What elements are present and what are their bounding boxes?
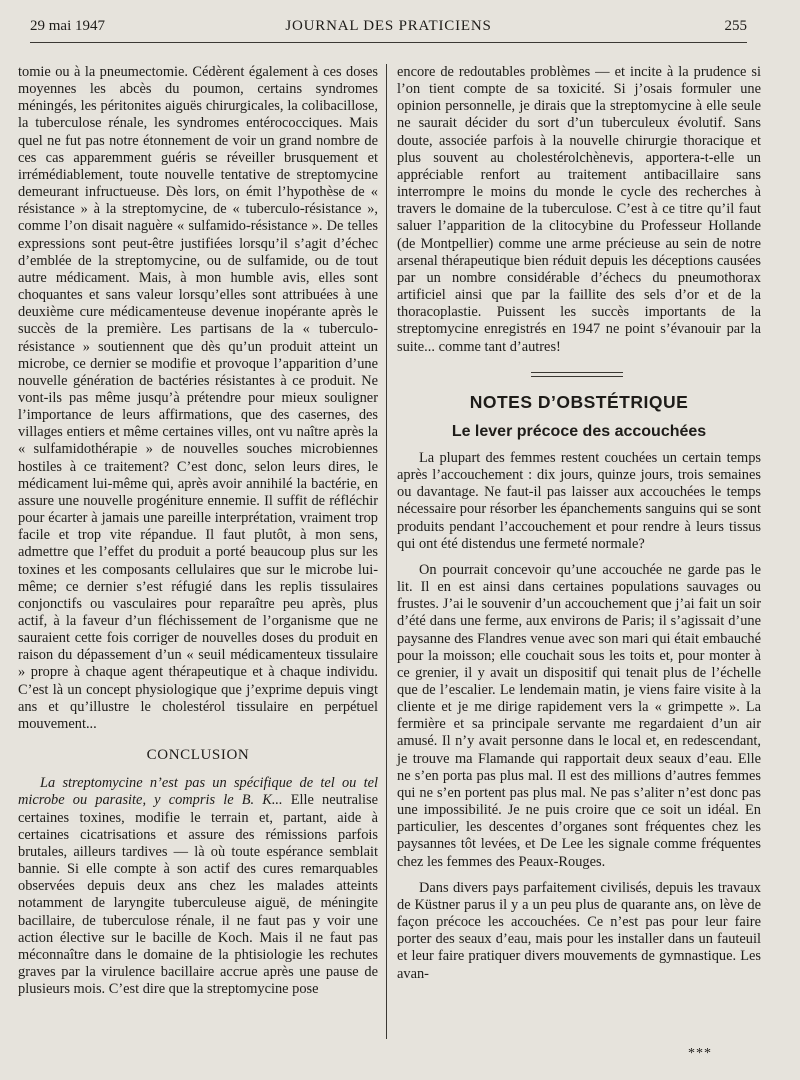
conclusion-lead: La streptomycine n’est pas un spécifique de tel ou tel microbe ou parasite, y compris le B. K... <box>18 775 378 809</box>
conclusion-paragraph <box>18 775 378 998</box>
page-number: 255 <box>724 18 747 34</box>
section-separator <box>397 368 761 384</box>
issue-date: 29 mai 1947 <box>30 18 105 34</box>
separator-rule <box>531 372 623 373</box>
conclusion-body: Elle neutralise certaines toxines, modifie le terrain et, partant, aide à certaines cicatrisations et assure des rémissions parfois brutales, ailleurs tardives — là où toute espérance semblait bannie. Si elle compte à son actif des cures remarquables observées depuis deux ans chez les malades atteints notamment de laryngite tuberculeuse aiguë, de méningite bacillaire, de tuberculose rénale, il ne faut pas y voir une action élective sur le bacille de Koch. Mais il ne faut pas méconnaître dans le domaine de la phtisiologie les rechutes graves par la virulence bacillaire accrue après une pause de plusieurs mois. C’est dire que la streptomycine pose <box>18 792 378 998</box>
section-heading: NOTES D’OBSTÉTRIQUE <box>469 391 689 412</box>
article-paragraph: Dans divers pays parfaitement civilisés, depuis les travaux de Küstner parus il y a un peu plus de quarante ans, on lève de façon précoce les accouchées. Ce n’est pas pour leur faire porter des seaux d’eau, mais pour les installer dans un fauteuil et leur faire pratiquer divers mouvements de gymnastique. Les avan- <box>397 879 761 982</box>
article-paragraph: tomie ou à la pneumectomie. Cédèrent également à ces doses moyennes les abcès du poumon, certains syndromes méningés, les péritonites aiguës chirurgicales, la colibacillose, la tuberculose rénale, les syndromes entérococciques. Mais quel ne fut pas notre étonnement de voir un grand nombre de ces cas apparemment guéris se réveiller brusquement et irrémédiablement, toute nouvelle tentative de streptomycine demeurant infructueuse. Dès lors, on émit l’hypothèse de « résistance » à la streptomycine, de « tuberculo-résistance », comme l’on disait naguère « sulfamido-résistance ». De telles expressions sont peut-être justifiées lorsqu’il s’agit d’échec d’emblée de la streptomycine, ou de sulfamide, ou de tout autre médicament. Mais, à mon humble avis, elles sont choquantes et sans valeur lorsqu’elles sont attribuées à une deuxième cure médicamenteuse devenue inopérante après le succès de la première. Les partisans de la « tuberculo-résistance » soutiennent que dès qu’un produit atteint un microbe, ce dernier se modifie et provoque l’apparition d’une nouvelle génération de bactéries résistantes à ce produit. Ne vont-ils pas même jusqu’à prétendre pour mieux souligner l’importance de leurs affirmations, que des casernes, des villages entiers et même certaines villes, ont vu naître après la « sulfamidothérapie » de nouvelles souches microbiennes hostiles à ce traitement? C’est donc, selon leurs dires, le médicament lui-même qui, après avoir annihilé la bactérie, en assure une nouvelle progéniture ennemie. Il suffit de réfléchir pour écarter à jamais une pareille interprétation, vraiment trop facile et trop vite répandue. Il faut plutôt, à mon sens, admettre que l’effet du produit a porté beaucoup plus sur les toxines et les composants cellulaires que sur le microbe lui-même; ce dernier s’est réfugié dans les replis tissulaires conjonctifs ou vasculaires pour reparaître peu après, plus actif, à la faveur d’un fléchissement de l’organisme que ne sauraient cette fois corriger de nouvelles doses du produit en raison du dépassement d’un « seuil médicamenteux tissulaire » propre à chaque agent thérapeutique et à chaque individu. C’est là un concept physiologique que j’exprime depuis vingt ans et qu’illustre le cholestérol tissulaire en perpétuel mouvement... <box>18 64 378 732</box>
article-paragraph: On pourrait concevoir qu’une accouchée ne garde pas le lit. Il en est ainsi dans certaines populations sauvages ou frustes. J’ai le souvenir d’un accouchement que j’ai fait un soir d’été dans une ferme, aux environs de Paris; il s’agissait d’une paysanne des Flandres venue avec son mari qui était embauché pour la moisson; elle couchait sous les toits et, pour monter à ce grenier, il y avait un dispositif qui tenait plus de l’échelle que de l’escalier. Le lendemain matin, je viens faire visite à la cliente et je me dirige rapidement vers la « grimpette ». La fermière et sa principale servante me regardaient d’un air amusé. Il n’y avait personne dans le local et, en redescendant, je trouve ma Flamande qui rapportait deux seaux d’eau. Elle ne s’en porta pas plus mal. Il est des millions d’autres femmes qui ne s’en portent pas plus mal. Ne pas s’aliter n’est donc pas une impossibilité. Je ne puis croire que ce soit un idéal. En particulier, les descentes d’organes sont fréquentes chez les paysannes tôt levées, et De Lee les signale comme fréquentes chez les femmes des Peaux-Rouges. <box>397 561 761 870</box>
footer-mark: *** <box>688 1046 712 1061</box>
separator-rule <box>531 376 623 377</box>
right-column <box>397 64 761 983</box>
article-title: Le lever précoce des accouchées <box>451 422 707 440</box>
column-divider <box>386 64 387 1039</box>
article-paragraph: La plupart des femmes restent couchées un certain temps après l’accouchement : dix jours, quinze jours, trois semaines ou davantage. Ne faut-il pas laisser aux accouchées le temps nécessaire pour résorber les épanchements sanguins qui se sont produits pendant l’accouchement et pour rendre à leurs tissus qui ont été distendus une fermeté normale? <box>397 449 761 552</box>
running-header <box>30 16 747 43</box>
conclusion-heading: CONCLUSION <box>146 747 250 764</box>
left-column <box>18 64 378 998</box>
journal-title: JOURNAL DES PRATICIENS <box>285 18 492 34</box>
article-continuation: encore de redoutables problèmes — et incite à la prudence si l’on tient compte de sa toxicité. Si j’osais formuler une opinion personnelle, je dirais que la streptomycine à elle seule ne saurait décider du sort d’un tuberculeux évolutif. Sans doute, associée parfois à la nouvelle chirurgie thoracique et plus souvent au cholestérolchènevis, apportera-t-elle un appréciable renfort au traitement antibacillaire sans interrompre le moins du monde le cycle des recherches à travers le domaine de la tuberculose. C’est à ce titre qu’il faut saluer l’apparition de la clitocybine du Professeur Hollande (de Montpellier) comme une arme précieuse au sein de notre arsenal thérapeutique bien réduit depuis les déceptions causées par un nombre considérable d’échecs du pneumothorax artificiel ainsi que par la faillite des sels d’or et de la thoracoplastie. Puissent les succès importants de la streptomycine enregistrés en 1947 ne point s’évanouir par la suite... comme tant d’autres! <box>397 64 761 355</box>
